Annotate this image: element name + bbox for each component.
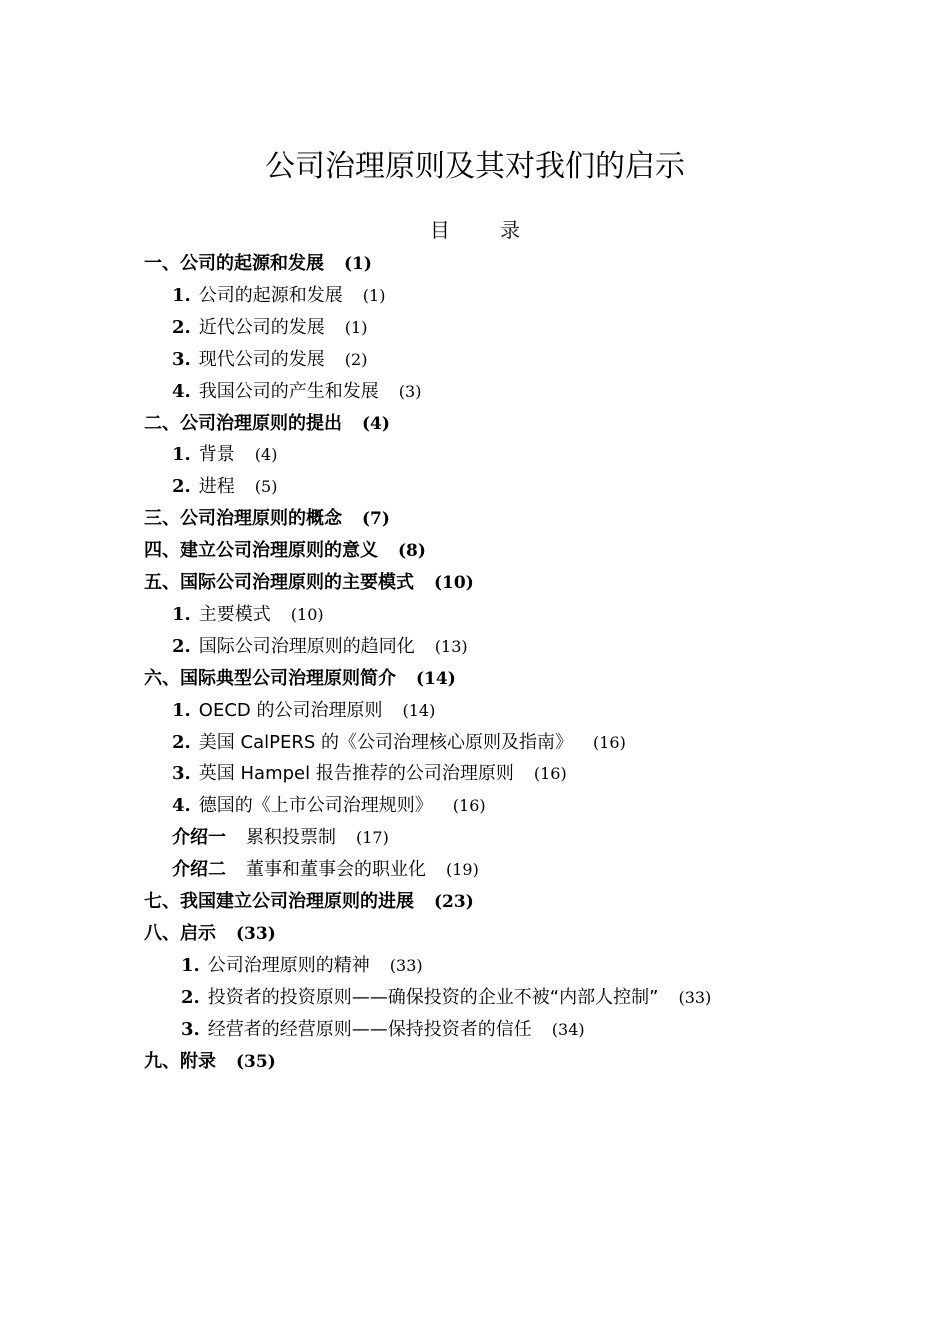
toc-entry-title: 公司治理原则的概念 [180,508,342,529]
toc-entry-page: (16) [533,764,567,783]
toc-entry-number: 3. [172,763,191,784]
toc-entry-number: 4. [172,381,191,402]
toc-entry-page: (1) [362,286,386,305]
toc-section-entry[interactable] [144,889,474,915]
toc-subsection-entry[interactable] [181,985,711,1011]
toc-entry-number: 1. [172,285,191,306]
toc-section-entry[interactable] [144,570,474,596]
toc-entry-title: 我国公司的产生和发展 [198,381,379,402]
toc-entry-page: (35) [236,1052,276,1072]
toc-section-entry[interactable] [144,921,276,947]
toc-entry-title: 我国建立公司治理原则的进展 [180,891,414,912]
toc-subsection-entry[interactable] [172,315,367,341]
toc-entry-page: (33) [678,988,712,1007]
toc-entry-number: 四、 [144,540,180,561]
toc-entry-title: 公司治理原则的精神 [207,955,370,976]
toc-entry-title: 经营者的经营原则——保持投资者的信任 [207,1019,532,1040]
toc-entry-number: 介绍二 [172,859,226,880]
toc-entry-page: (14) [416,669,456,689]
toc-entry-page: (7) [362,509,390,529]
toc-subsection-entry[interactable] [172,347,367,373]
toc-entry-number: 七、 [144,891,180,912]
toc-entry-title: 英国 Hampel 报告推荐的公司治理原则 [198,763,514,784]
toc-entry-number: 2. [172,732,191,753]
toc-section-entry[interactable] [144,666,456,692]
toc-entry-title: 国际公司治理原则的趋同化 [198,636,415,657]
toc-entry-page: (23) [434,892,474,912]
toc-entry-number: 2. [172,476,191,497]
toc-entry-page: (8) [398,541,426,561]
toc-entry-page: (33) [389,956,423,975]
toc-entry-page: (1) [344,318,368,337]
toc-entry-number: 八、 [144,923,180,944]
toc-subsection-entry[interactable] [172,793,486,819]
toc-entry-page: (13) [434,637,468,656]
toc-entry-number: 一、 [144,253,180,274]
toc-entry-title: 背景 [198,444,235,465]
toc-subsection-entry[interactable] [181,1017,585,1043]
toc-section-entry[interactable] [144,506,390,532]
toc-subsection-entry[interactable] [172,825,389,851]
toc-entry-title: 近代公司的发展 [198,317,325,338]
toc-entry-page: (10) [290,605,324,624]
toc-subsection-entry[interactable] [172,730,626,756]
toc-entry-title: 启示 [180,923,216,944]
toc-entry-page: (14) [402,701,436,720]
toc-entry-page: (16) [593,733,626,752]
toc-entry-number: 1. [172,444,191,465]
toc-subsection-entry[interactable] [172,474,277,500]
toc-entry-number: 4. [172,795,191,816]
toc-entry-number: 3. [172,349,191,370]
toc-entry-number: 1. [181,955,200,976]
toc-entry-title: 累积投票制 [246,827,336,848]
toc-entry-title: 投资者的投资原则——确保投资的企业不被“内部人控制” [207,987,659,1008]
toc-entry-page: (4) [254,445,278,464]
toc-section-entry[interactable] [144,251,372,277]
toc-section-entry[interactable] [144,411,390,437]
toc-entry-title: 国际典型公司治理原则简介 [180,668,396,689]
toc-entry-number: 介绍一 [172,827,226,848]
toc-entry-title: 附录 [180,1051,216,1072]
toc-entry-number: 六、 [144,668,180,689]
document-title: 公司治理原则及其对我们的启示 [265,149,685,184]
toc-entry-number: 五、 [144,572,180,593]
toc-entry-title: 公司的起源和发展 [180,253,324,274]
toc-entry-title: 国际公司治理原则的主要模式 [180,572,414,593]
toc-entry-page: (34) [551,1020,585,1039]
toc-entry-number: 2. [172,636,191,657]
toc-entry-title: 美国 CalPERS 的《公司治理核心原则及指南》 [198,732,573,753]
toc-entry-number: 3. [181,1019,200,1040]
toc-subsection-entry[interactable] [172,698,435,724]
toc-heading: 目 录 [429,218,543,242]
toc-entry-page: (2) [344,350,368,369]
toc-entry-title: 德国的《上市公司治理规则》 [198,795,433,816]
toc-entry-title: 进程 [198,476,235,497]
toc-entry-number: 三、 [144,508,180,529]
toc-entry-page: (33) [236,924,276,944]
toc-entry-page: (17) [356,828,389,847]
toc-section-entry[interactable] [144,538,426,564]
toc-entry-number: 2. [172,317,191,338]
toc-section-entry[interactable] [144,1049,276,1075]
toc-entry-page: (19) [446,860,479,879]
toc-subsection-entry[interactable] [172,602,324,628]
toc-entry-page: (1) [344,254,372,274]
toc-entry-number: 九、 [144,1051,180,1072]
toc-subsection-entry[interactable] [172,379,421,405]
toc-entry-title: 公司治理原则的提出 [180,413,342,434]
toc-entry-title: 现代公司的发展 [198,349,325,370]
toc-subsection-entry[interactable] [172,761,567,787]
toc-entry-title: 建立公司治理原则的意义 [180,540,378,561]
toc-subsection-entry[interactable] [172,857,479,883]
toc-subsection-entry[interactable] [181,953,423,979]
toc-entry-number: 2. [181,987,200,1008]
toc-entry-number: 1. [172,700,191,721]
toc-entry-page: (10) [434,573,474,593]
toc-entry-number: 二、 [144,413,180,434]
toc-entry-page: (3) [398,382,422,401]
toc-entry-title: 公司的起源和发展 [198,285,343,306]
toc-entry-title: 主要模式 [198,604,271,625]
toc-subsection-entry[interactable] [172,634,468,660]
toc-subsection-entry[interactable] [172,283,385,309]
toc-entry-page: (5) [254,477,278,496]
toc-entry-page: (4) [362,414,390,434]
toc-entry-title: 董事和董事会的职业化 [246,859,426,880]
toc-entry-title: OECD 的公司治理原则 [198,700,383,721]
toc-entry-page: (16) [452,796,486,815]
toc-entry-number: 1. [172,604,191,625]
toc-subsection-entry[interactable] [172,442,277,468]
